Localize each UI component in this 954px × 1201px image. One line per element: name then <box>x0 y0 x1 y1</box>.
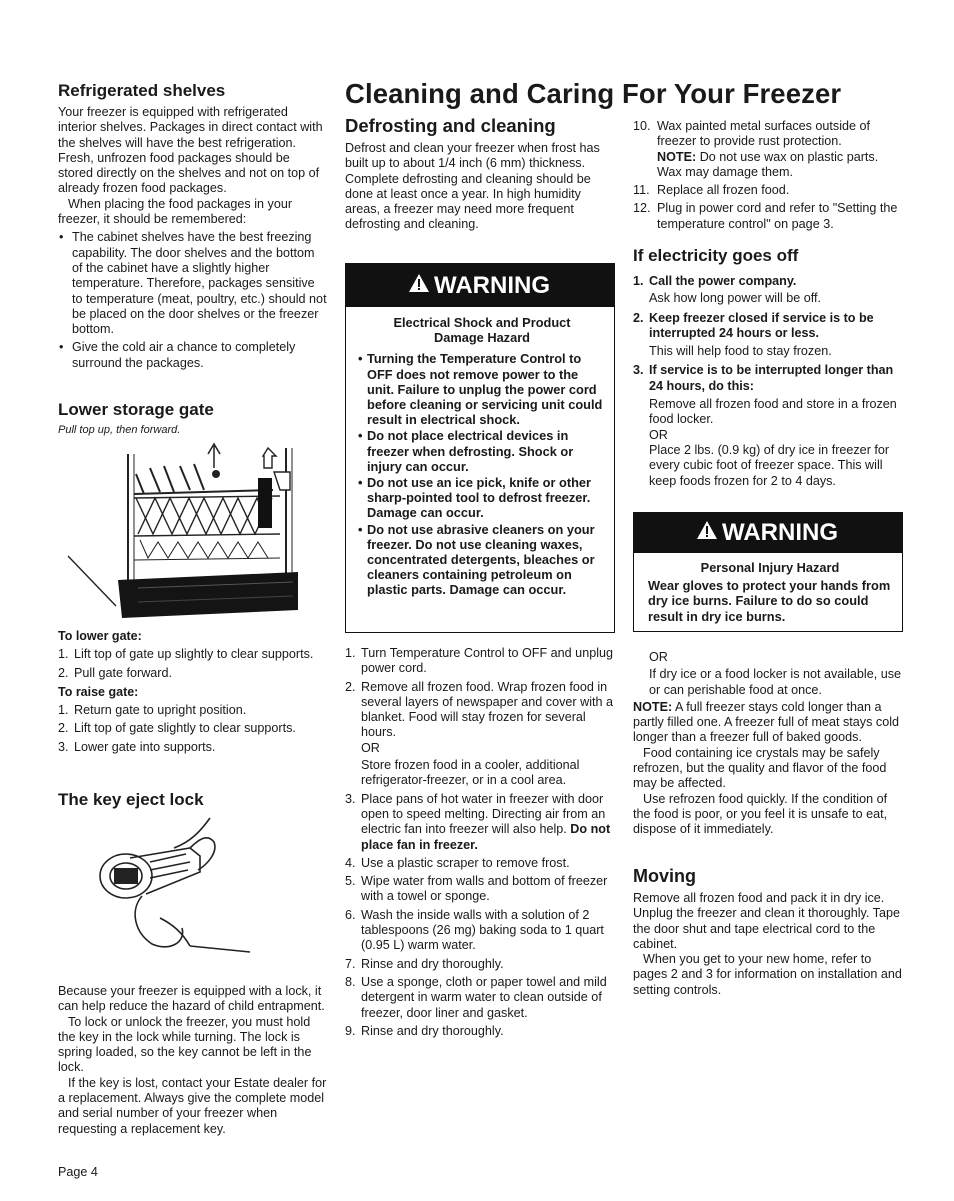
shelves-bullet-1: • The cabinet shelves have the best freezing capability. The door shelves and the bottom of the cabinet have a slightly higher temperature. Therefore, packages sensitive to temperature (meat, poultry, etc.) should not be placed on the door shelves or the freezer bottom. <box>59 230 327 337</box>
lock-paragraph-1: Because your freezer is equipped with a lock, it can help reduce the hazard of child entrapment. <box>58 984 325 1014</box>
defrost-step-8: 8. Use a sponge, cloth or paper towel and mild detergent in warm water to clean outside of freezer, door liner and gasket. <box>345 974 607 1020</box>
dry-ice-or-text: If dry ice or a food locker is not available, use or can perishable food at once. <box>649 667 902 697</box>
warning-item-1: • Turning the Temperature Control to OFF does not remove power to the unit. Failure to unplug the power cord before cleaning or servicing unit could result in electrical shock. <box>358 351 603 428</box>
raise-step-3: 3. Lower gate into supports. <box>58 739 216 754</box>
lower-step-1: 1. Lift top of gate up slightly to clear supports. <box>58 647 314 662</box>
defrost-step-11: 11. Replace all frozen food. <box>633 183 790 198</box>
page-title: Cleaning and Caring For Your Freezer <box>345 78 842 109</box>
warning-item-2: • Do not place electrical devices in freezer when defrosting. Shock or injury can occur. <box>358 428 574 474</box>
refrigerated-shelves-section <box>58 105 328 371</box>
defrost-step-2-alt: Store frozen food in a cooler, additional refrigerator-freezer, or in a cool area. <box>361 758 580 788</box>
defrost-step-6: 6. Wash the inside walls with a solution of 2 tablespoons (26 mg) baking soda to 1 quart (0.95 L) warm water. <box>345 907 604 953</box>
electricity-step-2: 2. Keep freezer closed if service is to be interrupted 24 hours or less. <box>633 310 874 340</box>
electricity-step-3-or: OR <box>649 427 668 442</box>
gate-caption: Pull top up, then forward. <box>58 424 181 436</box>
lower-storage-gate-heading: Lower storage gate <box>58 400 214 419</box>
defrost-step-2-or: OR <box>361 740 380 755</box>
gate-instructions <box>58 629 328 755</box>
note-label: NOTE: <box>633 699 673 714</box>
lock-paragraph-2: To lock or unlock the freezer, you must hold the key in the lock while turning. The lock is spring loaded, so the key cannot be left in the lock. <box>58 1014 312 1075</box>
lock-paragraph-3: If the key is lost, contact your Estate dealer for a replacement. Always give the complete model and serial number of your freezer when requesting a replacement key. <box>58 1075 327 1136</box>
electricity-step-2-text: This will help food to stay frozen. <box>649 344 832 359</box>
defrost-step-1: 1. Turn Temperature Control to OFF and unplug power cord. <box>345 646 614 676</box>
freezer-tips-section <box>633 650 903 838</box>
moving-section <box>633 891 903 998</box>
key-eject-lock-heading: The key eject lock <box>58 790 204 809</box>
warning-banner <box>346 264 614 307</box>
dry-ice-or: OR <box>649 650 668 664</box>
electricity-step-1: 1. Call the power company. <box>633 274 797 288</box>
key-lock-illustration <box>90 812 270 962</box>
electricity-step-3: 3. If service is to be interrupted longer than 24 hours, do this: <box>633 363 894 393</box>
warning2-title: Personal Injury Hazard <box>700 560 840 575</box>
moving-paragraph-2: When you get to your new home, refer to pages 2 and 3 for information on installation and setting controls. <box>633 952 902 997</box>
refrigerated-shelves-heading: Refrigerated shelves <box>58 81 226 100</box>
shelves-bullet-2: • Give the cold air a chance to completely surround the packages. <box>59 340 296 370</box>
raise-step-2: 2. Lift top of gate slightly to clear supports. <box>58 721 296 736</box>
to-raise-gate-heading: To raise gate: <box>58 684 139 699</box>
moving-heading: Moving <box>633 866 696 886</box>
warning2-text: Wear gloves to protect your hands from dry ice burns. Failure to do so could result in dry ice burns. <box>648 578 891 624</box>
to-lower-gate-heading: To lower gate: <box>58 629 142 643</box>
defrost-steps-continued <box>633 119 903 232</box>
shelves-paragraph-2: When placing the food packages in your freezer, it should be remembered: <box>58 196 293 227</box>
warning-item-3: • Do not use an ice pick, knife or other sharp-pointed tool to defrost freezer. Damage can occur. <box>358 475 591 521</box>
fan-warning-text: Do not place fan in freezer. <box>361 822 611 852</box>
lower-step-2: 2. Pull gate forward. <box>58 665 173 680</box>
electricity-step-3-text: Remove all frozen food and store in a frozen food locker. <box>649 397 897 427</box>
warning-item-4: • Do not use abrasive cleaners on your freezer. Do not use cleaning waxes, concentrated detergents, bleaches or cleaners containing petroleum on plastic parts. Damage can occur. <box>358 521 595 598</box>
defrost-step-10: 10. Wax painted metal surfaces outside of freezer to provide rust protection. NOTE: Do not use wax on plastic parts. Wax may damage them. <box>633 119 879 179</box>
electricity-heading: If electricity goes off <box>633 246 799 265</box>
wax-note: Do not use wax on plastic parts. Wax may damage them. <box>657 149 879 179</box>
warning2-label: WARNING <box>722 519 838 546</box>
lower-storage-gate-illustration <box>58 438 308 628</box>
dry-ice-warning-box <box>633 512 903 632</box>
condition-paragraph: Use refrozen food quickly. If the condition of the food is poor, or you feel it is unsafe to eat, dispose of it immediately. <box>633 791 888 837</box>
defrost-step-9: 9. Rinse and dry thoroughly. <box>345 1023 504 1038</box>
moving-paragraph-1: Remove all frozen food and pack it in dry ice. Unplug the freezer and clean it thoroughly. Tape the door shut and tape electrical cord to the cabinet. <box>633 891 900 951</box>
key-lock-section <box>58 984 330 1137</box>
defrost-step-3: 3. Place pans of hot water in freezer with door open to speed melting. Directing air from an electric fan into freezer will also help. Do not place fan in freezer. <box>345 791 611 852</box>
refreeze-paragraph: Food containing ice crystals may be safely refrozen, but the quality and flavor of the food may be affected. <box>633 745 887 791</box>
defrost-step-12: 12. Plug in power cord and refer to "Setting the temperature control" on page 3. <box>633 201 898 231</box>
electrical-warning-box <box>345 263 615 633</box>
defrosting-cleaning-heading: Defrosting and cleaning <box>345 115 556 136</box>
warning-triangle-icon <box>696 519 718 547</box>
defrost-step-5: 5. Wipe water from walls and bottom of freezer with a towel or sponge. <box>345 874 608 904</box>
defrost-steps <box>345 646 613 1039</box>
note-label: NOTE: <box>657 149 697 164</box>
shelves-paragraph-1: Your freezer is equipped with refrigerated interior shelves. Packages in direct contact with the shelves will have the best refrigeration. Fresh, unfrozen food packages should be stored directly on the shelves and not on top of already frozen food packages. <box>58 105 323 196</box>
warning-triangle-icon <box>408 272 430 300</box>
electricity-section <box>633 274 903 489</box>
electricity-step-1-text: Ask how long power will be off. <box>649 291 821 306</box>
defrost-step-2: 2. Remove all frozen food. Wrap frozen food in several layers of newspaper and cover with a blanket. Food will stay frozen for several hours. OR Store frozen food in a cooler, additional refrigerator-freezer, or in a cool area. <box>345 679 614 788</box>
defrost-paragraph: Defrost and clean your freezer when frost has built up to about 1/4 inch (6 mm) thickness. Complete defrosting and cleaning should be done at least once a year. In high humidity areas, a freezer may need more frequent defrosting and cleaning. <box>345 141 600 232</box>
warning-label: WARNING <box>434 271 550 299</box>
raise-step-1: 1. Return gate to upright position. <box>58 703 247 718</box>
page-number: Page 4 <box>58 1165 98 1179</box>
full-freezer-note: A full freezer stays cold longer than a partly filled one. A freezer full of meat stays cold longer than a freezer full of baked goods. <box>633 699 899 745</box>
warning2-banner <box>634 513 902 553</box>
warning-title: Electrical Shock and Product Damage Hazard <box>393 315 571 346</box>
defrost-step-7: 7. Rinse and dry thoroughly. <box>345 956 504 971</box>
defrost-step-4: 4. Use a plastic scraper to remove frost. <box>345 855 570 870</box>
electricity-step-3-alt: Place 2 lbs. (0.9 kg) of dry ice in freezer for every cubic foot of freezer space. This will keep foods frozen for 2 to 4 days. <box>649 442 890 488</box>
